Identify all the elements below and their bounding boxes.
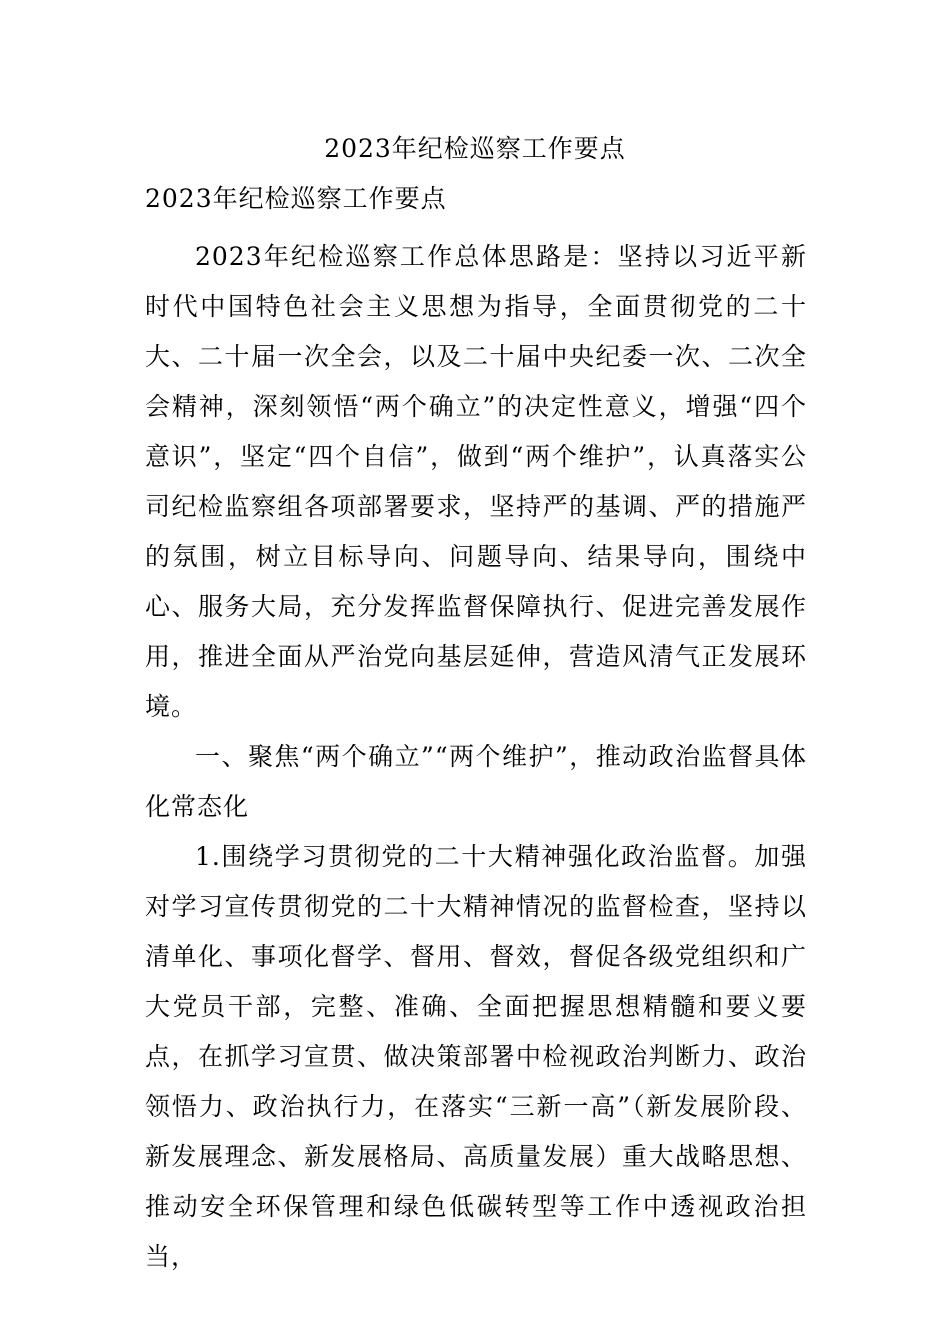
document-subtitle: 2023年纪检巡察工作要点 — [145, 184, 447, 213]
document-title: 2023年纪检巡察工作要点 — [324, 134, 626, 163]
section-heading-one: 一、聚焦“两个确立”“两个维护”，推动政治监督具体化常态化 — [145, 742, 807, 821]
paragraph-item-1: 1.围绕学习贯彻党的二十大精神强化政治监督。加强对学习宣传贯彻党的二十大精神情况的监督检查，坚持以清单化、事项化督学、督用、督效，督促各级党组织和广大党员干部，完整、准确、全面把握思想精髓和要义要点，在抓学习宣贯、做决策部署中检视政治判断力、政治领悟力、政治执行力，在落实“三新一高”（新发展阶段、新发展理念、新发展格局、高质量发展）重大战略思想、推动安全环保管理和绿色低碳转型等工作中透视政治担当， — [145, 842, 807, 1271]
document-body — [145, 232, 807, 1282]
paragraph-overall-approach: 2023年纪检巡察工作总体思路是：坚持以习近平新时代中国特色社会主义思想为指导，全面贯彻党的二十大、二十届一次全会，以及二十届中央纪委一次、二次全会精神，深刻领悟“两个确立”的决定性意义，增强“四个意识”，坚定“四个自信”，做到“两个维护”，认真落实公司纪检监察组各项部署要求，坚持严的基调、严的措施严的氛围，树立目标导向、问题导向、结果导向，围绕中心、服务大局，充分发挥监督保障执行、促进完善发展作用，推进全面从严治党向基层延伸，营造风清气正发展环境。 — [145, 242, 807, 721]
